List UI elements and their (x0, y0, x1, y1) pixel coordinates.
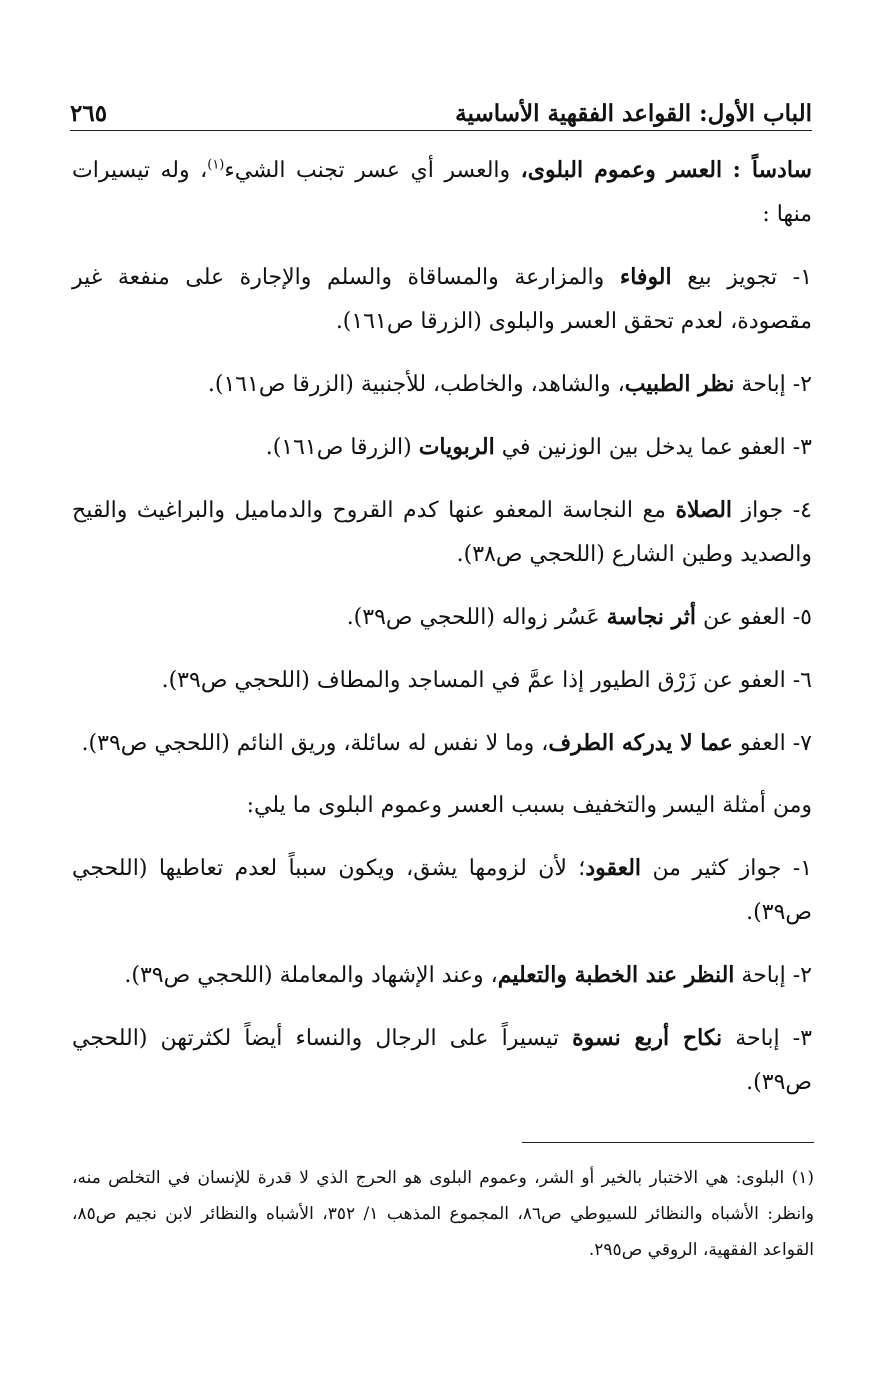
footnote-separator (522, 1142, 814, 1143)
page-number: ٢٦٥ (70, 100, 108, 127)
list-item: ٤- جواز الصلاة مع النجاسة المعفو عنها كدم القروح والدماميل والبراغيث والقيح والصديد وطين الشارع (اللحجي ص٣٨). (72, 497, 812, 567)
section-heading: العسر وعموم البلوى، (520, 157, 723, 183)
list-item: ٥- العفو عن أثر نجاسة عَسُر زواله (اللحجي ص٣٩). (346, 604, 812, 630)
section-label: سادساً : (732, 157, 812, 183)
list-item: ٦- العفو عن زَرْق الطيور إذا عمَّ في المساجد والمطاف (اللحجي ص٣٩). (161, 668, 812, 693)
list-item: ٢- إباحة نظر الطبيب، والشاهد، والخاطب، للأجنبية (الزرقا ص١٦١). (207, 371, 812, 397)
main-text (72, 148, 812, 1123)
intro-text: والعسر أي عسر تجنب الشيء (224, 158, 511, 183)
list-item: ١- تجويز بيع الوفاء والمزارعة والمساقاة والسلم والإجارة على منفعة غير مقصودة، لعدم تحقق العسر والبلوى (الزرقا ص١٦١). (72, 264, 813, 334)
list-item: ٧- العفو عما لا يدركه الطرف، وما لا نفس له سائلة، وريق النائم (اللحجي ص٣٩). (81, 730, 812, 756)
intro-text-end: ، وله تيسيرات منها : (72, 158, 812, 227)
example-item: ١- جواز كثير من العقود؛ لأن لزومها يشق، ويكون سبباً لعدم تعاطيها (اللحجي ص٣٩). (72, 855, 813, 925)
footnote-reference[interactable]: (١) (207, 157, 225, 173)
example-item: ٢- إباحة النظر عند الخطبة والتعليم، وعند الإشهاد والمعاملة (اللحجي ص٣٩). (124, 962, 812, 988)
examples-intro: ومن أمثلة اليسر والتخفيف بسبب العسر وعموم البلوى ما يلي: (246, 793, 812, 818)
footnote: (١) البلوى: هي الاختبار بالخير أو الشر، وعموم البلوى هو الحرج الذي لا قدرة للإنسان في التخلص منه، وانظر: الأشباه والنظائر للسيوطي ص٨٦، المجموع المذهب ١/ ٣٥٢، الأشباه والنظائر لابن نجيم ص٨٥، القواعد الفقهية، الروقي ص٢٩٥. (72, 1168, 814, 1260)
intro-paragraph (72, 148, 812, 237)
running-header (70, 96, 812, 131)
chapter-title: الباب الأول: القواعد الفقهية الأساسية (455, 100, 812, 127)
example-item: ٣- إباحة نكاح أربع نسوة تيسيراً على الرجال والنساء أيضاً لكثرتهن (اللحجي ص٣٩). (72, 1025, 812, 1095)
list-item: ٣- العفو عما يدخل بين الوزنين في الربويات (الزرقا ص١٦١). (265, 434, 812, 460)
